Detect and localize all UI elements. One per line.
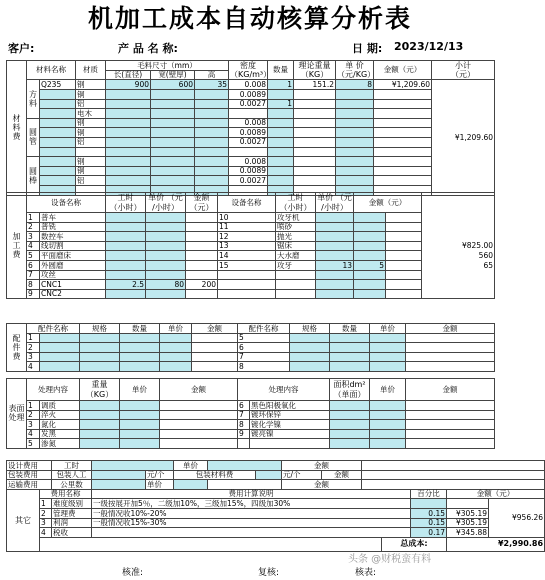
material-type-cell: 钢 xyxy=(76,80,106,90)
row-number: 1 xyxy=(27,213,40,223)
hours-label: 工时 xyxy=(52,461,92,471)
per-piece-label: 元/个 xyxy=(146,470,174,480)
weight-cell: 151.2 xyxy=(294,80,336,90)
density-cell: 0.008 xyxy=(229,157,268,167)
fee-name: 利润 xyxy=(52,518,92,528)
treatment-name: 镀环保锌 xyxy=(250,410,330,420)
fee-description: 一般情况收15%-30% xyxy=(92,518,411,528)
watermark: 头条 @财税蛮有料 xyxy=(348,554,432,565)
device-name: 外圆磨 xyxy=(40,260,106,270)
packing-labor-label: 包装人工 xyxy=(52,470,92,480)
shipping-fee-label: 运输费用 xyxy=(7,480,52,490)
material-type-cell: 铝 xyxy=(76,99,106,109)
treatment-name: 氮化 xyxy=(40,420,80,430)
amount-label: 金额 xyxy=(282,461,362,471)
height-cell[interactable]: 35 xyxy=(195,80,229,90)
total-cost-label: 总成本: xyxy=(382,537,447,551)
unit-price-cell[interactable]: 8 xyxy=(336,80,374,90)
material-type-cell: 铜 xyxy=(76,166,106,176)
fee-amount: ¥305.19 xyxy=(447,518,489,528)
date-value: 2023/12/13 xyxy=(394,40,464,53)
surface-section-label: 表面 处理 xyxy=(7,379,27,449)
device-name: 线切割 xyxy=(40,241,106,251)
row-number: 6 xyxy=(238,401,250,411)
length-header: 长(直径) xyxy=(106,70,151,80)
surface-table xyxy=(6,378,495,449)
row-number: 8 xyxy=(238,420,250,430)
amount-yuan-header: 金额（元） xyxy=(447,489,545,499)
device-name: 数控车 xyxy=(40,232,106,242)
hourly-rate-cell[interactable]: 5 xyxy=(354,260,386,270)
device-name: 喷砂 xyxy=(276,222,316,232)
amount-header-2: 金额 xyxy=(406,379,495,401)
density-cell: 0.0027 xyxy=(229,137,268,147)
content-header-2: 处理内容 xyxy=(238,379,330,401)
row-number: 11 xyxy=(218,222,276,232)
density-cell: 0.0027 xyxy=(229,176,268,186)
row-number: 3 xyxy=(27,352,40,362)
hourly-rate-cell[interactable]: 80 xyxy=(146,280,186,290)
amount-cell: 200 xyxy=(186,280,218,290)
reviewed-by-label: 复核: xyxy=(258,568,280,578)
customer-label: 客户: xyxy=(8,42,35,55)
page-title: 机加工成本自动核算分析表 xyxy=(87,4,412,33)
unit-price-label: 单价 xyxy=(174,461,208,471)
fee-description-header: 费用计算说明 xyxy=(92,489,411,499)
other-fees-table xyxy=(6,460,545,552)
quantity-cell[interactable]: 1 xyxy=(268,99,294,109)
row-number: 4 xyxy=(40,528,52,538)
row-number: 9 xyxy=(27,289,40,299)
device-name: 攻丝 xyxy=(40,270,106,280)
processing-table xyxy=(6,192,495,299)
device-name: CNC1 xyxy=(40,280,106,290)
fee-description: 一般情况收10%-20% xyxy=(92,508,411,518)
amount-cell: 560 xyxy=(386,251,495,261)
amount-header: 金额 xyxy=(192,324,238,334)
width-header: 宽(壁厚) xyxy=(151,70,195,80)
group-round-rod: 圆 棒 xyxy=(27,157,40,195)
row-number: 8 xyxy=(238,362,290,372)
percentage-cell[interactable] xyxy=(411,499,447,509)
subtotal-header: 小计 （元） xyxy=(432,61,495,80)
material-type-cell: 铝 xyxy=(76,137,106,147)
row-number: 6 xyxy=(27,260,40,270)
material-type-cell: 铝 xyxy=(76,176,106,186)
device-name: 普车 xyxy=(40,213,106,223)
unit-price-header: 单价 xyxy=(160,324,192,334)
date-label: 日 期: xyxy=(352,42,383,55)
treatment-name: 淬火 xyxy=(40,410,80,420)
fee-amount: ¥345.88 xyxy=(447,528,489,538)
device-name: 平面磨床 xyxy=(40,251,106,261)
product-name-label: 产 品 名 称: xyxy=(118,42,178,55)
device-name: 抛光 xyxy=(276,232,316,242)
density-cell: 0.008 xyxy=(229,80,268,90)
treatment-name: 镀亮镍 xyxy=(250,429,330,439)
length-cell[interactable]: 900 xyxy=(106,80,151,90)
hourly-rate-header: 单价 （元 /小时） xyxy=(146,193,186,213)
unit-price-header: 单价 xyxy=(120,379,160,401)
amount-header: 金额 （元） xyxy=(186,193,218,213)
percentage-header: 百分比 xyxy=(411,489,447,499)
group-square-stock: 方 料 xyxy=(27,80,40,118)
spec-header: 规格 xyxy=(80,324,120,334)
row-number: 7 xyxy=(238,352,290,362)
material-type-cell: 铜 xyxy=(76,89,106,99)
density-cell: 0.0089 xyxy=(229,89,268,99)
unit-price-header-2: 单价 xyxy=(370,324,406,334)
treatment-name: 镀化学镍 xyxy=(250,420,330,430)
total-cost-value: ¥2,990.86 xyxy=(447,537,545,551)
fee-name: 难度级别 xyxy=(52,499,92,509)
hours-header: 工时 （小时） xyxy=(106,193,146,213)
device-name: 攻牙机 xyxy=(276,213,316,223)
material-name-cell: Q235 xyxy=(40,80,76,90)
amount-header: 金额（元） xyxy=(374,61,432,80)
unit-price-header: 单 价 （元/KG） xyxy=(337,61,376,80)
row-number: 3 xyxy=(27,232,40,242)
amount-header-2: 金额 xyxy=(406,324,495,334)
part-name-header-2: 配件名称 xyxy=(238,324,290,334)
row-number: 10 xyxy=(218,213,276,223)
per-piece-label: 元/个 xyxy=(282,470,322,480)
density-cell: 0.008 xyxy=(229,118,268,128)
row-number: 5 xyxy=(27,439,40,449)
amount-header-2: 金额（元） xyxy=(354,193,422,213)
content-header: 处理内容 xyxy=(27,379,80,401)
fee-amount: ¥305.19 xyxy=(447,508,489,518)
treatment-name: 渗氮 xyxy=(40,439,80,449)
fee-description: 一级按展开加5％，二级加10%，三级加15%，四级加30% xyxy=(92,499,411,509)
quantity-header: 数量 xyxy=(268,61,294,80)
treatment-name: 黑色阳极氧化 xyxy=(250,401,330,411)
fee-name: 税收 xyxy=(52,528,92,538)
row-number: 15 xyxy=(218,260,276,270)
treatment-name: 发黑 xyxy=(40,429,80,439)
material-type-cell: 电木 xyxy=(76,109,106,119)
row-number: 4 xyxy=(27,362,40,372)
weight-header: 重量 （KG） xyxy=(80,379,120,401)
row-number: 4 xyxy=(27,241,40,251)
row-number: 8 xyxy=(27,280,40,290)
amount-header: 金额 xyxy=(160,379,238,401)
row-number: 4 xyxy=(27,429,40,439)
processing-section-label: 加 工 费 xyxy=(7,193,27,299)
kilometers-label: 公里数 xyxy=(52,480,92,490)
device-name: 普铣 xyxy=(40,222,106,232)
blank-size-header: 毛料尺寸（mm） xyxy=(106,61,229,71)
hourly-rate-header-2: 单价 （元 /小时） xyxy=(317,193,352,212)
row-number: 3 xyxy=(27,420,40,430)
parts-table xyxy=(6,323,495,372)
amount-cell: ¥1,209.60 xyxy=(374,80,432,90)
row-number: 7 xyxy=(238,410,250,420)
hours-header-2: 工时 （小时） xyxy=(276,193,316,213)
row-number: 7 xyxy=(27,270,40,280)
row-number: 1 xyxy=(27,333,40,343)
height-header: 高 xyxy=(195,70,229,80)
packing-material-label: 包装材料费 xyxy=(174,470,256,480)
row-number: 14 xyxy=(218,251,276,261)
percentage-cell[interactable]: 0.15 xyxy=(411,508,447,518)
row-number: 9 xyxy=(238,429,250,439)
treatment-name: 调质 xyxy=(40,401,80,411)
material-type-cell: 钢 xyxy=(76,118,106,128)
other-section-label: 其它 xyxy=(7,489,40,551)
area-header: 面积dm² （单面） xyxy=(330,379,370,401)
hours-cell[interactable]: 2.5 xyxy=(106,280,146,290)
prepared-by-label: 核表: xyxy=(355,568,377,578)
percentage-cell[interactable]: 0.15 xyxy=(411,518,447,528)
amount-label: 金额 xyxy=(322,470,362,480)
row-number: 5 xyxy=(238,333,290,343)
materials-section-label: 材 料 费 xyxy=(7,61,27,196)
device-header: 设备名称 xyxy=(27,193,106,213)
materials-table xyxy=(6,60,495,196)
density-cell: 0.0089 xyxy=(229,128,268,138)
device-header-2: 设备名称 xyxy=(218,193,276,213)
row-number: 6 xyxy=(238,343,290,353)
amount-label: 金额 xyxy=(282,480,362,490)
other-subtotal: ¥956.26 xyxy=(489,499,545,537)
row-number: 2 xyxy=(27,343,40,353)
row-number: 12 xyxy=(218,232,276,242)
material-type-cell: 钢 xyxy=(76,157,106,167)
qty-header-2: 数量 xyxy=(330,324,370,334)
spec-header-2: 规格 xyxy=(290,324,330,334)
material-name-header: 材料名称 xyxy=(27,61,76,80)
group-round-tube: 圆 管 xyxy=(27,118,40,156)
row-number: 5 xyxy=(27,251,40,261)
row-number: 13 xyxy=(218,241,276,251)
row-number: 2 xyxy=(40,508,52,518)
device-name: 大水磨 xyxy=(276,251,316,261)
row-number: 3 xyxy=(40,518,52,528)
device-name: CNC2 xyxy=(40,289,106,299)
materials-subtotal: ¥1,209.60 xyxy=(432,80,495,195)
unit-price-label: 单价 xyxy=(146,480,174,490)
design-fee-label: 设计费用 xyxy=(7,461,52,471)
percentage-cell[interactable]: 0.17 xyxy=(411,528,447,538)
hours-cell[interactable]: 13 xyxy=(316,260,354,270)
part-name-header: 配件名称 xyxy=(27,324,80,334)
row-number: 1 xyxy=(40,499,52,509)
device-name: 锯床 xyxy=(276,241,316,251)
qty-header: 数量 xyxy=(120,324,160,334)
fee-name: 管理费 xyxy=(52,508,92,518)
approved-by-label: 核准: xyxy=(122,568,144,578)
density-cell: 0.0027 xyxy=(229,99,268,109)
fee-amount xyxy=(447,499,489,509)
processing-subtotal: ¥825.00 xyxy=(422,193,495,299)
density-header: 密度 （KG/m³） xyxy=(230,61,272,80)
row-number: 2 xyxy=(27,222,40,232)
density-cell: 0.0089 xyxy=(229,166,268,176)
fee-name-header: 费用名称 xyxy=(40,489,92,499)
fee-description xyxy=(92,528,411,538)
row-number: 2 xyxy=(27,410,40,420)
weight-header: 理论重量 （KG） xyxy=(294,61,336,80)
material-type-cell: 铜 xyxy=(76,128,106,138)
packing-fee-label: 包装费用 xyxy=(7,470,52,480)
amount-cell: 65 xyxy=(386,260,495,270)
row-number: 1 xyxy=(27,401,40,411)
width-cell[interactable]: 600 xyxy=(151,80,195,90)
material-type-header: 材质 xyxy=(76,61,106,80)
device-name: 攻牙 xyxy=(276,260,316,270)
parts-section-label: 配 件 费 xyxy=(7,324,27,372)
quantity-cell[interactable]: 1 xyxy=(268,80,294,90)
unit-price-header-2: 单价 xyxy=(370,379,406,401)
